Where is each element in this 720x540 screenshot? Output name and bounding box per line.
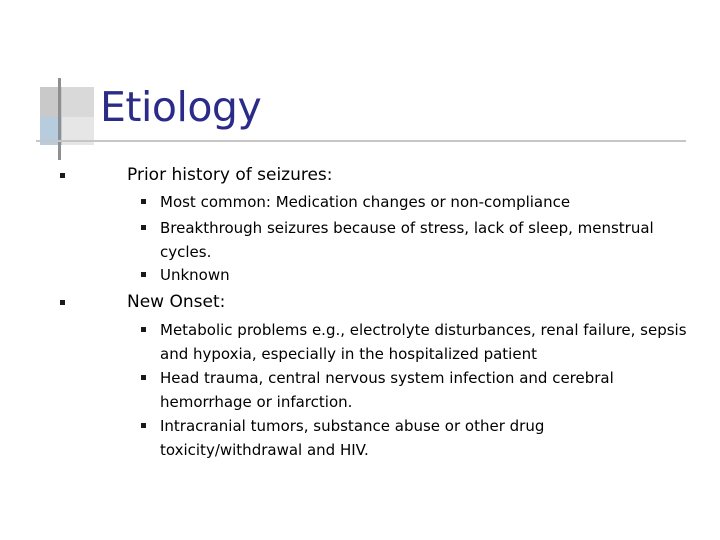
- bullet-marker: [60, 300, 65, 305]
- decor-square: [62, 87, 94, 117]
- bullet-marker: [141, 199, 146, 204]
- decor-vertical-line: [58, 78, 61, 160]
- bullet-marker: [141, 327, 146, 332]
- sub-bullet: [160, 216, 690, 264]
- sub-bullet-text: Unknown: [160, 266, 230, 284]
- sub-bullet: [160, 414, 690, 462]
- bullet-marker: [141, 423, 146, 428]
- bullet-new-onset: [127, 292, 687, 312]
- sub-bullet-text: Intracranial tumors, substance abuse or other drug toxicity/withdrawal and HIV.: [160, 417, 545, 459]
- bullet-marker: [141, 225, 146, 230]
- sub-bullet-text: Head trauma, central nervous system infection and cerebral hemorrhage or infarction.: [160, 369, 614, 411]
- sub-bullet: [160, 318, 690, 366]
- sub-bullet-text: Most common: Medication changes or non-compliance: [160, 193, 571, 211]
- bullet-text: Prior history of seizures:: [127, 165, 333, 185]
- sub-bullet-text: Metabolic problems e.g., electrolyte disturbances, renal failure, sepsis and hypoxia, especially in the hospitalized patient: [160, 321, 687, 363]
- sub-bullet-text: Breakthrough seizures because of stress, lack of sleep, menstrual cycles.: [160, 219, 654, 261]
- title-underline: [36, 140, 686, 142]
- bullet-marker: [60, 173, 65, 178]
- sub-bullet: [160, 263, 690, 287]
- bullet-text: New Onset:: [127, 292, 226, 312]
- bullet-marker: [141, 272, 146, 277]
- bullet-prior-history: [127, 165, 687, 185]
- sub-bullet: [160, 190, 690, 214]
- bullet-marker: [141, 375, 146, 380]
- slide-title: Etiology: [100, 83, 262, 131]
- sub-bullet: [160, 366, 690, 414]
